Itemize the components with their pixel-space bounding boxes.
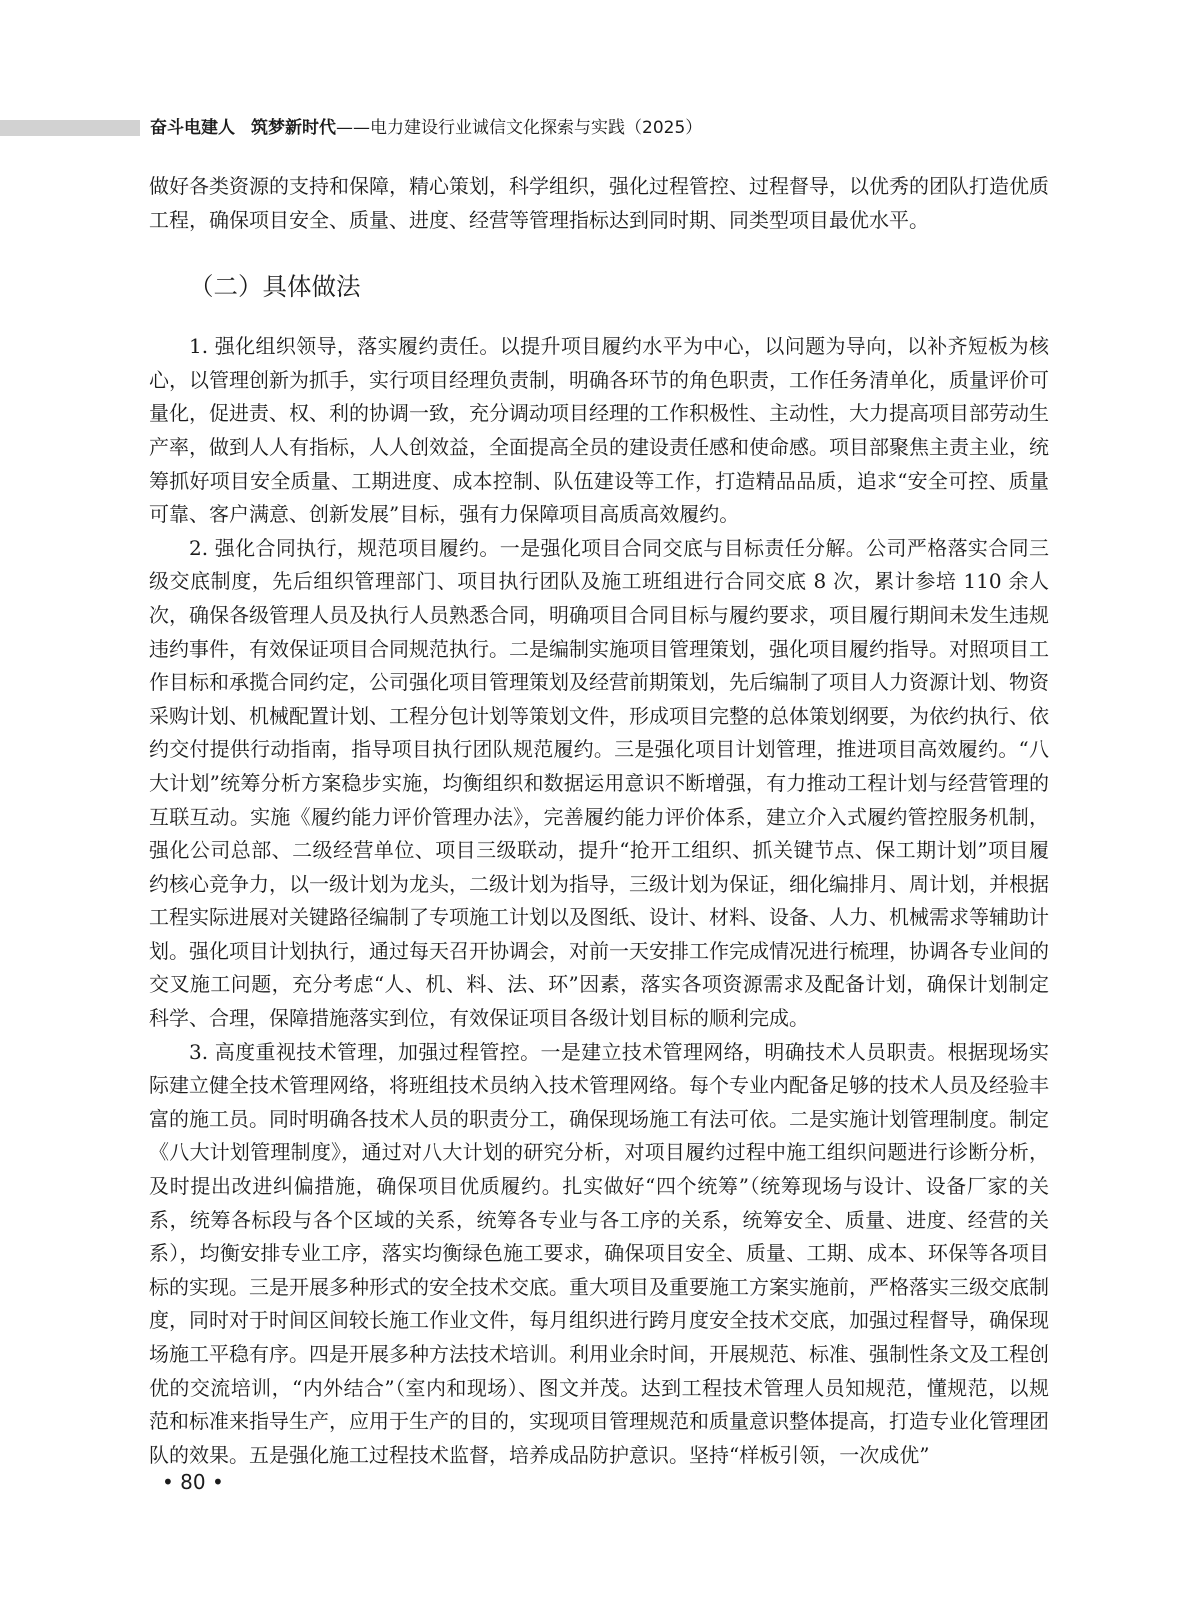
running-header <box>150 114 702 142</box>
paragraph-2: 2. 强化合同执行，规范项目履约。一是强化项目合同交底与目标责任分解。公司严格落实合同三级交底制度，先后组织管理部门、项目执行团队及施工班组进行合同交底 8 次，累计参培 110 余人次，确保各级管理人员及执行人员熟悉合同，明确项目合同目标与履约要求，项目履行期间未发生违规违约事件，有效保证项目合同规范执行。二是编制实施项目管理策划，强化项目履约指导。对照项目工作目标和承揽合同约定，公司强化项目管理策划及经营前期策划，先后编制了项目人力资源计划、物资采购计划、机械配置计划、工程分包计划等策划文件，形成项目完整的总体策划纲要，为依约执行、依约交付提供行动指南，指导项目执行团队规范履约。三是强化项目计划管理，推进项目高效履约。“八大计划”统筹分析方案稳步实施，均衡组织和数据运用意识不断增强，有力推动工程计划与经营管理的互联互动。实施《履约能力评价管理办法》，完善履约能力评价体系，建立介入式履约管控服务机制，强化公司总部、二级经营单位、项目三级联动，提升“抢开工组织、抓关键节点、保工期计划”项目履约核心竞争力，以一级计划为龙头，二级计划为指导，三级计划为保证，细化编排月、周计划，并根据工程实际进展对关键路径编制了专项施工计划以及图纸、设计、材料、设备、人力、机械需求等辅助计划。强化项目计划执行，通过每天召开协调会，对前一天安排工作完成情况进行梳理，协调各专业间的交叉施工问题，充分考虑“人、机、料、法、环”因素，落实各项资源需求及配备计划，确保计划制定科学、合理，保障措施落实到位，有效保证项目各级计划目标的顺利完成。 <box>149 535 1049 1031</box>
page-body <box>149 170 1049 1472</box>
paragraph-3: 3. 高度重视技术管理，加强过程管控。一是建立技术管理网络，明确技术人员职责。根据现场实际建立健全技术管理网络，将班组技术员纳入技术管理网络。每个专业内配备足够的技术人员及经验丰富的施工员。同时明确各技术人员的职责分工，确保现场施工有法可依。二是实施计划管理制度。制定《八大计划管理制度》，通过对八大计划的研究分析，对项目履约过程中施工组织问题进行诊断分析，及时提出改进纠偏措施，确保项目优质履约。扎实做好“四个统筹”（统筹现场与设计、设备厂家的关系，统筹各标段与各个区域的关系，统筹各专业与各工序的关系，统筹安全、质量、进度、经营的关系），均衡安排专业工序，落实均衡绿色施工要求，确保项目安全、质量、工期、成本、环保等各项目标的实现。三是开展多种形式的安全技术交底。重大项目及重要施工方案实施前，严格落实三级交底制度，同时对于时间区间较长施工作业文件，每月组织进行跨月度安全技术交底，加强过程督导，确保现场施工平稳有序。四是开展多种方法技术培训。利用业余时间，开展规范、标准、强制性条文及工程创优的交流培训，“内外结合”（室内和现场）、图文并茂。达到工程技术管理人员知规范，懂规范，以规范和标准来指导生产，应用于生产的目的，实现项目管理规范和质量意识整体提高，打造专业化管理团队的效果。五是强化施工过程技术监督，培养成品防护意识。坚持“样板引领，一次成优” <box>149 1039 1049 1467</box>
header-title-part1: 奋斗电建人 <box>150 118 235 138</box>
paragraph-1: 1. 强化组织领导，落实履约责任。以提升项目履约水平为中心，以问题为导向，以补齐短板为核心，以管理创新为抓手，实行项目经理负责制，明确各环节的角色职责，工作任务清单化，质量评价可量化，促进责、权、利的协调一致，充分调动项目经理的工作积极性、主动性，大力提高项目部劳动生产率，做到人人有指标，人人创效益，全面提高全员的建设责任感和使命感。项目部聚焦主责主业，统筹抓好项目安全质量、工期进度、成本控制、队伍建设等工作，打造精品品质，追求“安全可控、质量可靠、客户满意、创新发展”目标，强有力保障项目高质高效履约。 <box>149 334 1049 527</box>
page-number: • 80 • <box>162 1470 224 1494</box>
header-decorative-band <box>0 120 140 136</box>
header-subtitle: ——电力建设行业诚信文化探索与实践（2025） <box>336 118 703 138</box>
intro-paragraph: 做好各类资源的支持和保障，精心策划，科学组织，强化过程管控、过程督导，以优秀的团队打造优质工程，确保项目安全、质量、进度、经营等管理指标达到同时期、同类型项目最优水平。 <box>149 174 1049 232</box>
header-title-part2: 筑梦新时代 <box>251 118 336 138</box>
section-heading: （二）具体做法 <box>189 272 361 302</box>
